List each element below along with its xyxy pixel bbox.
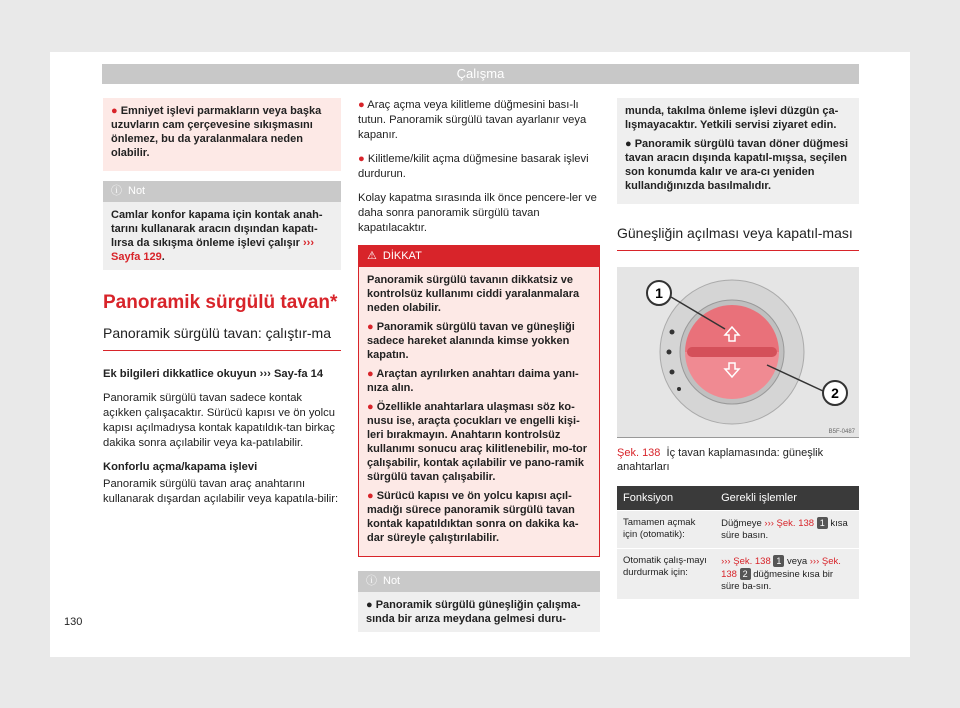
table-cell: Tamamen açmak için (otomatik): xyxy=(617,511,715,549)
note-text: Camlar konfor kapama için kontak anah-tarını kullanarak aracın dışından kapatı-lırsa da sıkışma önleme işlevi çalışır xyxy=(111,209,323,249)
warning-item: Panoramik sürgülü tavan ve güneşliği sadece hareket alanında kimse yokken kapatın. xyxy=(367,321,575,361)
list-item: Araç açma veya kilitleme düğmesini bası-lı tutun. Panoramik sürgülü tavan ayarlanır veya kapanır. xyxy=(358,99,587,141)
table-cell: ››› Şek. 138 1 veya ››› Şek. 138 2 düğmesine kısa bir süre ba-sın. xyxy=(715,549,859,600)
page-header: Çalışma xyxy=(102,64,859,84)
paragraph: Panoramik sürgülü tavan sadece kontak açıkken çalışacaktır. Sürücü kapısı ve ön yolcu kapısı açılmadıysa kontak kapatıldık-tan birkaç dakika sonra açılabilir veya ka-patılabilir. xyxy=(103,392,335,449)
section-title: Güneşliğin açılması veya kapatıl-ması xyxy=(617,224,859,251)
bullet-icon: ● xyxy=(358,153,365,165)
note-text: munda, takılma önleme işlevi düzgün ça-lışmayacaktır. Yetkili servisi ziyaret edin. xyxy=(625,105,839,131)
page-number: 130 xyxy=(64,616,83,628)
warning-text: Emniyet işlevi parmakların veya başka uzuvların cam çerçevesine sıkışmasını önlemez, bu da yaralanmalara neden olabilir. xyxy=(111,105,322,159)
table-header: Fonksiyon xyxy=(617,486,715,511)
note-box: ⓘ Not ● Panoramik sürgülü güneşliğin çalışma-sında bir arıza meydana gelmesi duru- xyxy=(358,571,600,632)
note-title: Not xyxy=(128,185,146,197)
note-box: ⓘ Not Camlar konfor kapama için kontak anah-tarını kullanarak aracın dışından kapatı-lırsa da sıkışma önleme işlevi çalışır ››› Sayfa 129. xyxy=(103,181,341,270)
table-header: Gerekli işlemler xyxy=(715,486,859,511)
figure-code: B5F-0487 xyxy=(828,429,855,435)
page-link[interactable]: ››› Sayfa 129 xyxy=(111,237,315,263)
figure-ref: Şek. 138 xyxy=(617,447,661,459)
info-icon: ⓘ xyxy=(366,575,377,587)
section-title: Panoramik sürgülü tavan* xyxy=(103,292,338,313)
warning-item: Özellikle anahtarlara ulaşması söz ko-nusu ise, araçta çocukları ve engelli kişi-leri bırakmayın. Anahtarın kontrolsüz kullanımı sonucu araç kilitlenebilir, mo-tor çalışabilir, kontak açılabilir ve pano-ramik sürgülü tavan çalışabilir. xyxy=(367,401,588,483)
caption-text: İç tavan kaplamasında: güneşlik anahtarları xyxy=(617,447,824,473)
note-continuation: munda, takılma önleme işlevi düzgün ça-lışmayacaktır. Yetkili servisi ziyaret edin. ● Panoramik sürgülü tavan döner düğmesi tavan aracın dışında kapatıl-mışsa, seçilen son konumda kalır ve ara-cı yeniden kullandığınızda basılmalıdır. xyxy=(617,98,859,204)
warning-text: Panoramik sürgülü tavanın dikkatsiz ve kontrolsüz kullanımı ciddi yaralanmalara neden olabilir. xyxy=(367,274,580,314)
list-item: Kilitleme/kilit açma düğmesine basarak işlevi durdurun. xyxy=(358,153,589,180)
note-text: Panoramik sürgülü güneşliğin çalışma-sında bir arıza meydana gelmesi duru- xyxy=(366,599,581,625)
sunshade-switch-figure xyxy=(617,267,859,438)
paragraph: Panoramik sürgülü tavan araç anahtarını kullanarak dışardan açılabilir veya kapatıla-bilir: xyxy=(103,478,339,505)
figure-caption xyxy=(617,446,859,474)
function-table xyxy=(617,486,859,599)
warning-continuation xyxy=(103,98,341,171)
info-icon: ⓘ xyxy=(111,185,122,197)
table-row xyxy=(617,511,859,549)
sunshade-switch-illustration xyxy=(617,267,859,437)
table-row xyxy=(617,549,859,600)
warning-box: ⚠ DİKKAT Panoramik sürgülü tavanın dikkatsiz ve kontrolsüz kullanımı ciddi yaralanmalara neden olabilir. ● Panoramik sürgülü tavan ve güneşliği sadece hareket alanında kimse yokken kapatın. ● Araçtan ayrılırken anahtarı daima yanı-nıza alın. ● Özellikle anahtarlara ulaşması söz ko-nusu ise, araçta çocukları ve engelli kişi-leri bırakmayın. Anahtarın kontrolsüz kullanımı sonucu araç kilitlenebilir, mo-tor çalışabilir, kontak açılabilir ve pano-ramik sürgülü tavan çalışabilir. ● Sürücü kapısı ve ön yolcu kapısı açıl-madığı sürece panoramik sürgülü tavan kontak kapatıldıktan sonra on dakika ka-dar süreyle çalıştırılabilir. xyxy=(358,245,600,557)
bullet-icon: ● xyxy=(358,99,365,111)
callout-number: 1 xyxy=(817,517,828,529)
paragraph: Kolay kapatma sırasında ilk önce pencere-ler ve daha sonra panoramik sürgülü tavan kapatılacaktır. xyxy=(358,192,597,234)
callout-number: 1 xyxy=(773,555,784,567)
table-cell: Düğmeye ››› Şek. 138 1 kısa süre basın. xyxy=(715,511,859,549)
column-3 xyxy=(617,98,859,599)
callout-1: 1 xyxy=(655,285,663,301)
callout-number: 2 xyxy=(740,568,751,580)
note-title: Not xyxy=(383,575,401,587)
figure-link[interactable]: ››› Şek. 138 xyxy=(721,556,841,580)
figure-link[interactable]: ››› Şek. 138 xyxy=(764,518,815,529)
warning-title: DİKKAT xyxy=(382,250,422,262)
warning-item: Sürücü kapısı ve ön yolcu kapısı açıl-madığı sürece panoramik sürgülü tavan kontak kapatıldıktan sonra on dakika ka-dar süreyle çalıştırılabilir. xyxy=(367,490,579,544)
column-2 xyxy=(358,98,600,642)
note-item: Panoramik sürgülü tavan döner düğmesi tavan aracın dışında kapatıl-mışsa, seçilen son konumda kalır ve ara-cı yeniden kullandığınızda basılmalıdır. xyxy=(625,138,849,192)
column-1 xyxy=(103,98,341,516)
bullet-icon: ● xyxy=(111,105,118,117)
figure-link[interactable]: ››› Şek. 138 xyxy=(721,556,771,567)
subsection-title: Panoramik sürgülü tavan: çalıştır-ma xyxy=(103,324,341,351)
warning-icon: ⚠ xyxy=(367,250,377,262)
callout-2: 2 xyxy=(831,385,839,401)
table-cell: Otomatik çalış-mayı durdurmak için: xyxy=(617,549,715,600)
intro-text: Ek bilgileri dikkatlice okuyun ››› Say-fa 14 xyxy=(103,368,324,380)
heading: Konforlu açma/kapama işlevi xyxy=(103,461,258,473)
warning-item: Araçtan ayrılırken anahtarı daima yanı-nıza alın. xyxy=(367,368,579,394)
